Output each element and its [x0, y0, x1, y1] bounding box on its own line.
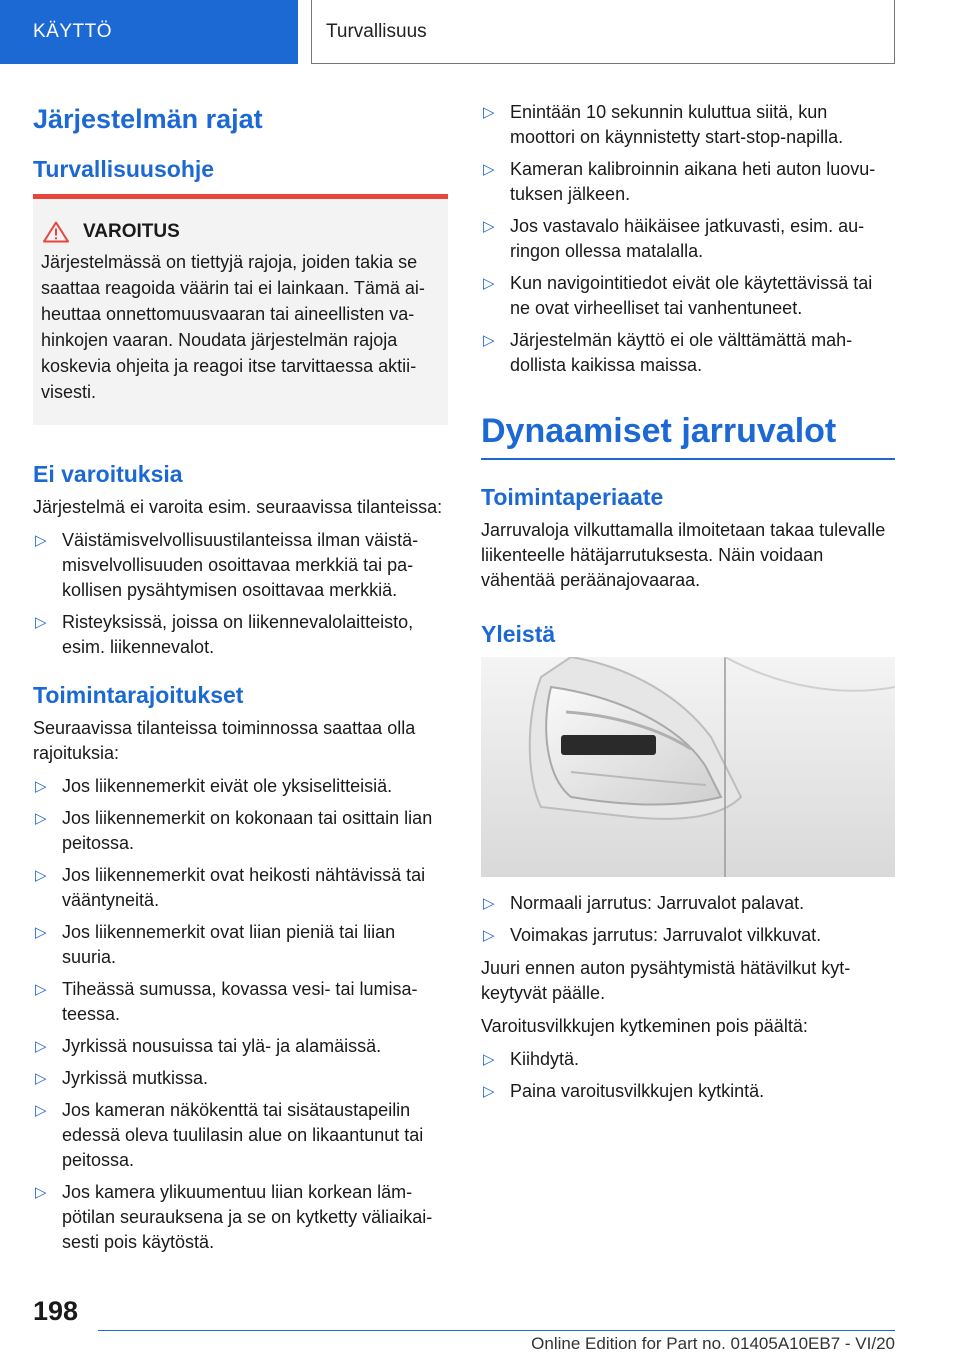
bullet-triangle-icon: ▷	[35, 810, 47, 827]
bullet-triangle-icon: ▷	[483, 1051, 495, 1068]
no-warnings-list	[33, 528, 448, 660]
principle-text: Jarruvaloja vilkuttamalla ilmoitetaan takaa tulevalle liikenteelle hätäjarrutuksesta. Näin voidaan vähentää peräänajovaaraa.	[481, 520, 886, 590]
list-item: ▷ Kun navigointitiedot eivät ole käytettävissä tai ne ovat virheelliset tai vanhentuneet.	[483, 273, 873, 318]
bullet-triangle-icon: ▷	[35, 1070, 47, 1087]
list-item: ▷ Väistämisvelvollisuustilanteissa ilman väistämisvelvollisuuden osoittavaa merkkiä tai pakollisen pysähtymisen osoittavaa merkkiä.	[35, 530, 419, 600]
section-title: Järjestelmän rajat	[33, 104, 263, 134]
edition-text: Online Edition for Part no. 01405A10EB7 - VI/20	[531, 1334, 895, 1353]
chapter-header: Turvallisuus	[311, 0, 895, 64]
warning-label: VAROITUS	[83, 221, 180, 242]
list-item: ▷ Voimakas jarrutus: Jarruvalot vilkkuvat.	[481, 923, 895, 948]
bullet-triangle-icon: ▷	[483, 218, 495, 235]
bullet-triangle-icon: ▷	[483, 927, 495, 944]
list-item: ▷ Kiihdytä.	[481, 1047, 895, 1072]
bullet-triangle-icon: ▷	[483, 332, 495, 349]
safety-heading: Turvallisuusohje	[33, 156, 215, 182]
limitations-intro: Seuraavissa tilanteissa toiminnossa saattaa olla rajoituksia:	[33, 718, 416, 763]
list-item: ▷ Kameran kalibroinnin aikana heti auton luovutuksen jälkeen.	[483, 159, 876, 204]
hazard-off-list	[481, 1047, 895, 1104]
list-item: ▷ Jos vastavalo häikäisee jatkuvasti, esim. auringon ollessa matalalla.	[483, 216, 865, 261]
list-item: ▷ Risteyksissä, joissa on liikennevalolaitteisto, esim. liikennevalot.	[35, 612, 414, 657]
list-item: ▷ Jyrkissä mutkissa.	[33, 1066, 448, 1091]
tail-light-illustration	[481, 657, 895, 877]
hazard-note: Juuri ennen auton pysähtymistä hätävilkut kytkeytyvät päälle.	[481, 958, 851, 1003]
limitations-list-continued	[481, 100, 895, 378]
bullet-triangle-icon: ▷	[35, 1102, 47, 1119]
section-tab[interactable]: KÄYTTÖ	[0, 0, 298, 64]
warning-triangle-icon	[43, 221, 69, 243]
warning-title	[41, 221, 440, 243]
limitations-list	[33, 774, 448, 1255]
bullet-triangle-icon: ▷	[35, 1038, 47, 1055]
right-column	[481, 100, 895, 1122]
principle-heading: Toimintaperiaate	[481, 484, 664, 510]
hazard-off-intro: Varoitusvilkkujen kytkeminen pois päältä:	[481, 1016, 808, 1036]
bullet-triangle-icon: ▷	[35, 981, 47, 998]
bullet-triangle-icon: ▷	[35, 924, 47, 941]
list-item: ▷ Jos kamera ylikuumentuu liian korkean lämpötilan seurauksena ja se on kytketty väliaikaisesti pois käytöstä.	[35, 1182, 433, 1252]
bullet-triangle-icon: ▷	[35, 532, 47, 549]
bullet-triangle-icon: ▷	[35, 1184, 47, 1201]
general-heading: Yleistä	[481, 621, 556, 647]
limitations-heading: Toimintarajoitukset	[33, 682, 244, 708]
left-column	[33, 100, 448, 1273]
warning-text: Järjestelmässä on tiettyjä rajoja, joiden takia se saattaa reagoida väärin tai ei lainkaan. Tämä aiheuttaa onnettomuusvaaran tai aineellisten vahinkojen vaaran. Noudata järjestelmän rajoja koskevia ohjeita ja reagoi itse tarvittaessa aktiivisesti.	[41, 252, 425, 402]
no-warnings-intro: Järjestelmä ei varoita esim. seuraavissa tilanteissa:	[33, 497, 443, 517]
tail-light-image	[481, 657, 895, 877]
list-item: ▷ Jos liikennemerkit on kokonaan tai osittain lian peitossa.	[35, 808, 433, 853]
list-item: ▷ Jos kameran näkökenttä tai sisätaustapeilin edessä oleva tuulilasin alue on likaantunut tai peitossa.	[35, 1100, 424, 1170]
list-item: ▷ Paina varoitusvilkkujen kytkintä.	[481, 1079, 895, 1104]
bullet-triangle-icon: ▷	[35, 867, 47, 884]
bullet-triangle-icon: ▷	[483, 895, 495, 912]
list-item: ▷ Jos liikennemerkit ovat heikosti nähtävissä tai vääntyneitä.	[35, 865, 426, 910]
bullet-triangle-icon: ▷	[483, 1083, 495, 1100]
page-number: 198	[33, 1296, 79, 1326]
bullet-triangle-icon: ▷	[483, 104, 495, 121]
list-item: ▷ Järjestelmän käyttö ei ole välttämättä mahdollista kaikissa maissa.	[483, 330, 853, 375]
no-warnings-heading: Ei varoituksia	[33, 461, 183, 487]
list-item: ▷ Jos liikennemerkit ovat liian pieniä tai liian suuria.	[35, 922, 396, 967]
list-item: ▷ Enintään 10 sekunnin kuluttua siitä, kun moottori on käynnistetty start-stop-napilla.	[483, 102, 844, 147]
bullet-triangle-icon: ▷	[35, 614, 47, 631]
list-item: ▷ Jyrkissä nousuissa tai ylä- ja alamäissä.	[33, 1034, 448, 1059]
bullet-triangle-icon: ▷	[483, 161, 495, 178]
list-item: ▷ Tiheässä sumussa, kovassa vesi- tai lumisateessa.	[35, 979, 418, 1024]
brake-behavior-list	[481, 891, 895, 948]
footer-divider	[98, 1330, 895, 1331]
list-item: ▷ Jos liikennemerkit eivät ole yksiselitteisiä.	[33, 774, 448, 799]
brake-lights-title: Dynaamiset jarruvalot	[481, 408, 895, 460]
list-item: ▷ Normaali jarrutus: Jarruvalot palavat.	[481, 891, 895, 916]
bullet-triangle-icon: ▷	[483, 275, 495, 292]
warning-box	[33, 194, 448, 425]
bullet-triangle-icon: ▷	[35, 778, 47, 795]
